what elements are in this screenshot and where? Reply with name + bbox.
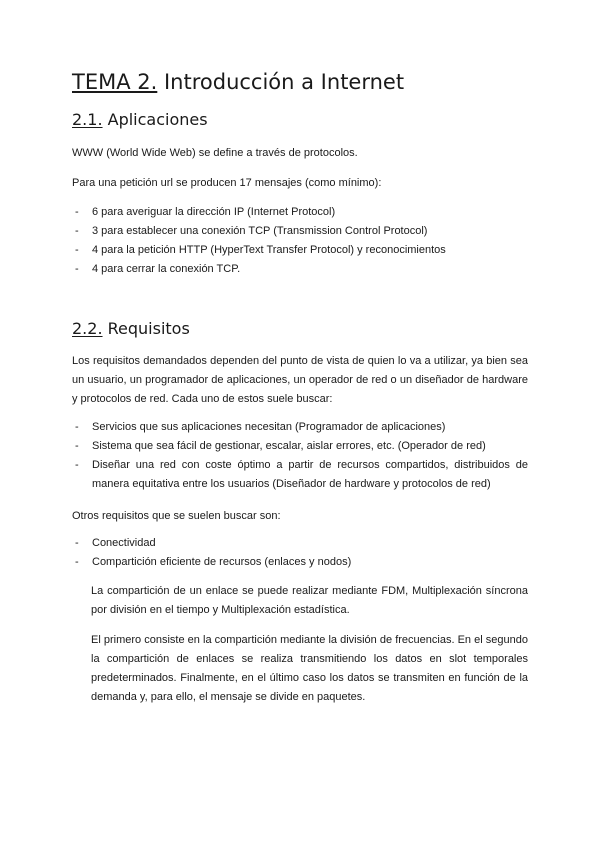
title-number: TEMA 2. [72, 70, 158, 94]
paragraph: La compartición de un enlace se puede realizar mediante FDM, Multiplexación síncrona por división en el tiempo y Multiplexación estadística. [91, 585, 528, 616]
section-title: Aplicaciones [107, 110, 208, 129]
section-heading-requisitos [72, 318, 190, 340]
list-item: - 3 para establecer una conexión TCP (Transmission Control Protocol) [75, 225, 428, 237]
bullet-list-mensajes [72, 203, 446, 279]
list-item: - 4 para cerrar la conexión TCP. [75, 263, 241, 275]
list-item: - Sistema que sea fácil de gestionar, escalar, aislar errores, etc. (Operador de red) [75, 440, 486, 452]
paragraph: Para una petición url se producen 17 mensajes (como mínimo): [72, 177, 382, 189]
section-title: Requisitos [107, 319, 190, 338]
bullet-list-requisitos [72, 418, 528, 494]
paragraph: El primero consiste en la compartición mediante la división de frecuencias. En el segundo la compartición de enlaces se realiza transmitiendo los datos en slot temporales predeterminados. Finalmente, en el último caso los datos se transmiten en función de la demanda y, para ello, el mensaje se divide en paquetes. [91, 634, 528, 703]
list-item: - Compartición eficiente de recursos (enlaces y nodos) [75, 556, 352, 568]
title-text: Introducción a Internet [163, 70, 405, 94]
list-item: - 6 para averiguar la dirección IP (Internet Protocol) [75, 206, 336, 218]
bullet-list-otros [72, 534, 351, 572]
paragraph: WWW (World Wide Web) se define a través de protocolos. [72, 147, 358, 159]
section-number: 2.1. [72, 110, 103, 129]
section-number: 2.2. [72, 319, 103, 338]
page-title [72, 68, 404, 96]
section-heading-aplicaciones [72, 109, 208, 131]
list-item: - 4 para la petición HTTP (HyperText Transfer Protocol) y reconocimientos [75, 244, 446, 256]
list-item: - Conectividad [75, 537, 156, 549]
paragraph: Los requisitos demandados dependen del punto de vista de quien lo va a utilizar, ya bien sea un usuario, un programador de aplicaciones, un operador de red o un diseñador de hardware y protocolos de red. Cada uno de estos suele buscar: [72, 355, 528, 405]
list-item: - Diseñar una red con coste óptimo a partir de recursos compartidos, distribuidos de manera equitativa entre los usuarios (Diseñador de hardware y protocolos de red) [75, 459, 528, 490]
list-item: - Servicios que sus aplicaciones necesitan (Programador de aplicaciones) [75, 421, 446, 433]
paragraph: Otros requisitos que se suelen buscar son: [72, 510, 281, 522]
